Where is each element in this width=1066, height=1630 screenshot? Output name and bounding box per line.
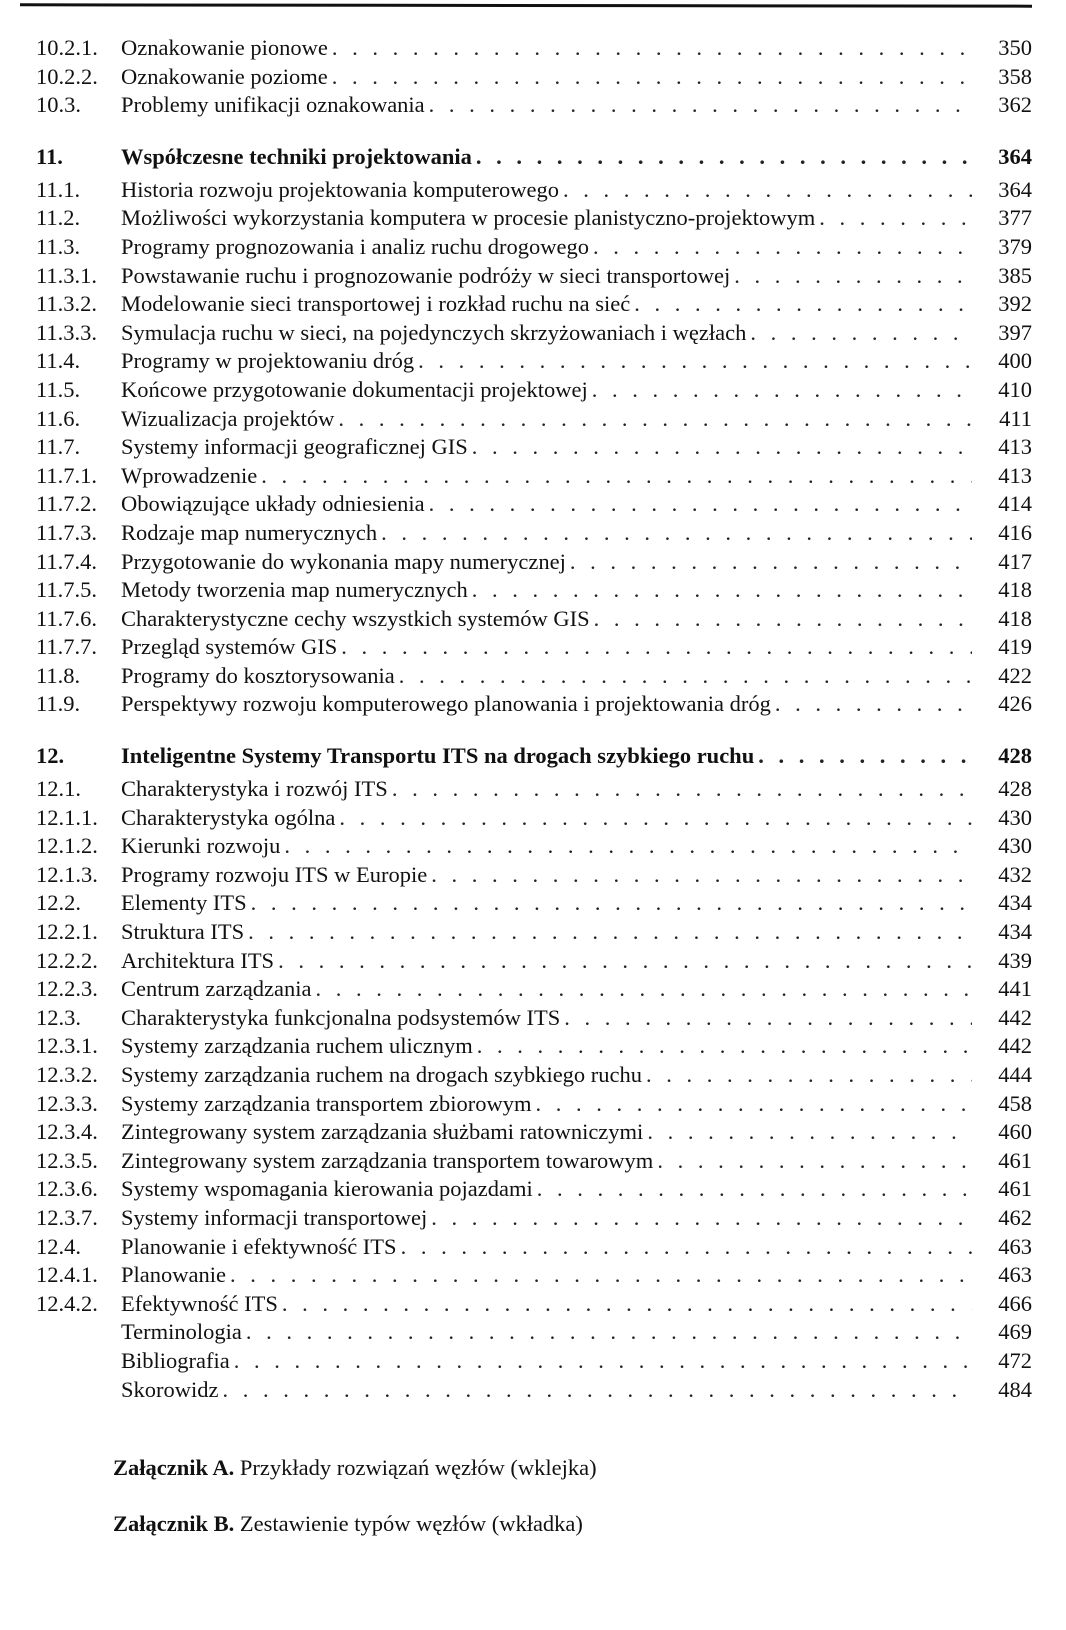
entry-title: Możliwości wykorzystania komputera w procesie planistyczno-projektowym — [121, 204, 819, 233]
entry-title: Rodzaje map numerycznych — [121, 519, 381, 548]
dot-leader — [234, 1347, 972, 1376]
toc-entry — [36, 804, 1032, 833]
entry-page-number: 461 — [972, 1175, 1032, 1204]
entry-page-number: 441 — [972, 975, 1032, 1004]
entry-page-number: 434 — [972, 889, 1032, 918]
entry-title: Charakterystyka i rozwój ITS — [121, 775, 392, 804]
toc-entry — [36, 1290, 1032, 1319]
entry-title: Programy do kosztorysowania — [121, 662, 399, 691]
dot-leader — [316, 975, 972, 1004]
entry-page-number: 411 — [972, 405, 1032, 434]
toc-entry — [36, 548, 1032, 577]
annex-b — [113, 1511, 583, 1537]
entry-number: 11.7.5. — [36, 577, 98, 603]
entry-page-number: 428 — [972, 775, 1032, 804]
toc-entry — [36, 775, 1032, 804]
entry-title: Systemy informacji geograficznej GIS — [121, 433, 472, 462]
dot-leader — [429, 490, 972, 519]
entry-number: 11.6. — [36, 405, 81, 431]
toc-chapter-entry — [36, 140, 1032, 174]
entry-number: 11.4. — [36, 348, 81, 374]
dot-leader — [392, 775, 972, 804]
entry-number: 12.1. — [36, 776, 81, 802]
entry-title: Systemy zarządzania ruchem na drogach szybkiego ruchu — [121, 1061, 646, 1090]
toc-entry — [36, 1004, 1032, 1033]
dot-leader — [537, 1175, 972, 1204]
entry-title: Programy rozwoju ITS w Europie — [121, 861, 431, 890]
dot-leader — [284, 832, 972, 861]
entry-number: 12. — [36, 743, 65, 769]
entry-page-number: 400 — [972, 347, 1032, 376]
dot-leader — [564, 1004, 972, 1033]
toc-entry — [36, 889, 1032, 918]
entry-title: Oznakowanie poziome — [121, 63, 332, 92]
entry-title: Systemy wspomagania kierowania pojazdami — [121, 1175, 537, 1204]
toc-entry — [36, 662, 1032, 691]
dot-leader — [570, 548, 972, 577]
toc-entry — [36, 433, 1032, 462]
entry-page-number: 463 — [972, 1261, 1032, 1290]
toc-entry — [36, 1032, 1032, 1061]
entry-title: Współczesne techniki projektowania — [121, 140, 476, 174]
entry-number: 12.3.5. — [36, 1147, 98, 1173]
dot-leader — [634, 290, 972, 319]
dot-leader — [775, 690, 972, 719]
entry-page-number: 377 — [972, 204, 1032, 233]
toc-entry — [36, 947, 1032, 976]
dot-leader — [338, 405, 972, 434]
dot-leader — [339, 804, 972, 833]
entry-page-number: 428 — [972, 739, 1032, 773]
entry-title: Inteligentne Systemy Transportu ITS na drogach szybkiego ruchu — [121, 739, 758, 773]
entry-title: Modelowanie sieci transportowej i rozkład ruchu na sieć — [121, 290, 634, 319]
toc-entry — [36, 319, 1032, 348]
entry-title: Bibliografia — [121, 1347, 234, 1376]
dot-leader — [476, 140, 972, 174]
dot-leader — [592, 376, 972, 405]
entry-number: 12.3.6. — [36, 1176, 98, 1202]
dot-leader — [418, 347, 972, 376]
entry-number: 11.2. — [36, 205, 81, 231]
entry-page-number: 430 — [972, 832, 1032, 861]
dot-leader — [647, 1118, 972, 1147]
entry-title: Przegląd systemów GIS — [121, 633, 341, 662]
dot-leader — [819, 204, 972, 233]
entry-number: 12.3.2. — [36, 1062, 98, 1087]
entry-number: 12.3.4. — [36, 1119, 98, 1145]
entry-number: 11.7.4. — [36, 548, 98, 574]
entry-number: 11.7.3. — [36, 519, 98, 545]
entry-page-number: 414 — [972, 490, 1032, 519]
toc-entry — [36, 1175, 1032, 1204]
entry-number: 12.4.2. — [36, 1290, 98, 1316]
dot-leader — [332, 63, 972, 92]
entry-number: 12.2.2. — [36, 947, 98, 973]
entry-title: Centrum zarządzania — [121, 975, 316, 1004]
toc-entry — [36, 633, 1032, 662]
entry-page-number: 418 — [972, 605, 1032, 634]
entry-page-number: 397 — [972, 319, 1032, 348]
entry-page-number: 419 — [972, 633, 1032, 662]
toc-entry — [36, 1061, 1032, 1090]
entry-page-number: 418 — [972, 576, 1032, 605]
entry-title: Terminologia — [121, 1318, 246, 1347]
entry-page-number: 466 — [972, 1290, 1032, 1319]
toc-entry — [36, 918, 1032, 947]
entry-number: 11.5. — [36, 376, 81, 402]
entry-number: 12.1.1. — [36, 804, 98, 830]
entry-title: Problemy unifikacji oznakowania — [121, 91, 429, 120]
toc-entry — [36, 861, 1032, 890]
entry-number: 12.4. — [36, 1233, 81, 1259]
toc-entry — [36, 405, 1032, 434]
entry-page-number: 463 — [972, 1233, 1032, 1262]
annex-b-label: Załącznik B. — [113, 1511, 235, 1536]
toc-entry — [36, 176, 1032, 205]
toc-entry — [36, 1376, 1032, 1405]
entry-page-number: 460 — [972, 1118, 1032, 1147]
entry-number: 10.2.1. — [36, 35, 98, 60]
entry-title: Programy prognozowania i analiz ruchu drogowego — [121, 233, 593, 262]
entry-number: 11.7.2. — [36, 491, 98, 517]
entry-page-number: 426 — [972, 690, 1032, 719]
entry-number: 11.7.7. — [36, 634, 98, 660]
entry-number: 11. — [36, 143, 63, 169]
entry-title: Metody tworzenia map numerycznych — [121, 576, 472, 605]
dot-leader — [472, 433, 972, 462]
entry-page-number: 442 — [972, 1032, 1032, 1061]
entry-title: Struktura ITS — [121, 918, 248, 947]
entry-page-number: 461 — [972, 1147, 1032, 1176]
toc-entry — [36, 233, 1032, 262]
entry-title: Końcowe przygotowanie dokumentacji projektowej — [121, 376, 592, 405]
toc-entry — [36, 34, 1032, 63]
dot-leader — [248, 918, 972, 947]
entry-page-number: 350 — [972, 34, 1032, 63]
entry-number: 11.8. — [36, 662, 81, 688]
toc-entry — [36, 1090, 1032, 1119]
entry-title: Wizualizacja projektów — [121, 405, 338, 434]
toc-entry — [36, 576, 1032, 605]
entry-page-number: 434 — [972, 918, 1032, 947]
entry-number: 12.3. — [36, 1004, 81, 1030]
entry-number: 12.4.1. — [36, 1262, 98, 1288]
toc-entry — [36, 1233, 1032, 1262]
entry-title: Historia rozwoju projektowania komputerowego — [121, 176, 563, 205]
dot-leader — [332, 34, 972, 63]
toc-entry — [36, 832, 1032, 861]
top-rule-divider — [20, 3, 1032, 7]
entry-page-number: 442 — [972, 1004, 1032, 1033]
entry-number: 12.1.3. — [36, 861, 98, 887]
entry-title: Wprowadzenie — [121, 462, 261, 491]
entry-number: 11.7.1. — [36, 462, 98, 488]
entry-title: Elementy ITS — [121, 889, 251, 918]
entry-title: Efektywność ITS — [121, 1290, 282, 1319]
entry-page-number: 392 — [972, 290, 1032, 319]
entry-page-number: 385 — [972, 262, 1032, 291]
entry-page-number: 358 — [972, 63, 1032, 92]
annex-a-label: Załącznik A. — [113, 1455, 235, 1480]
table-of-contents — [36, 34, 1032, 1404]
entry-page-number: 379 — [972, 233, 1032, 262]
dot-leader — [401, 1233, 972, 1262]
dot-leader — [593, 233, 972, 262]
entry-title: Zintegrowany system zarządzania transportem towarowym — [121, 1147, 657, 1176]
entry-page-number: 417 — [972, 548, 1032, 577]
entry-title: Charakterystyka ogólna — [121, 804, 339, 833]
annex-b-text: Zestawienie typów węzłów (wkładka) — [234, 1511, 583, 1536]
entry-title: Zintegrowany system zarządzania służbami ratowniczymi — [121, 1118, 647, 1147]
dot-leader — [278, 947, 972, 976]
entry-page-number: 444 — [972, 1061, 1032, 1090]
entry-number: 12.3.1. — [36, 1033, 98, 1059]
entry-page-number: 469 — [972, 1318, 1032, 1347]
entry-page-number: 410 — [972, 376, 1032, 405]
entry-page-number: 439 — [972, 947, 1032, 976]
toc-entry — [36, 63, 1032, 92]
dot-leader — [431, 1204, 972, 1233]
entry-page-number: 430 — [972, 804, 1032, 833]
entry-page-number: 416 — [972, 519, 1032, 548]
dot-leader — [750, 319, 972, 348]
toc-entry — [36, 91, 1032, 120]
toc-entry — [36, 490, 1032, 519]
dot-leader — [223, 1376, 973, 1405]
entry-title: Przygotowanie do wykonania mapy numerycznej — [121, 548, 570, 577]
entry-title: Charakterystyka funkcjonalna podsystemów ITS — [121, 1004, 564, 1033]
entry-title: Systemy informacji transportowej — [121, 1204, 431, 1233]
annex-a — [113, 1455, 597, 1481]
entry-page-number: 472 — [972, 1347, 1032, 1376]
dot-leader — [594, 605, 972, 634]
toc-entry — [36, 1147, 1032, 1176]
toc-entry — [36, 204, 1032, 233]
toc-entry — [36, 1347, 1032, 1376]
entry-number: 11.3. — [36, 233, 81, 259]
entry-number: 12.3.3. — [36, 1090, 98, 1116]
entry-title: Obowiązujące układy odniesienia — [121, 490, 429, 519]
toc-entry — [36, 1204, 1032, 1233]
toc-entry — [36, 462, 1032, 491]
dot-leader — [429, 91, 972, 120]
entry-page-number: 422 — [972, 662, 1032, 691]
entry-page-number: 462 — [972, 1204, 1032, 1233]
entry-title: Powstawanie ruchu i prognozowanie podróży w sieci transportowej — [121, 262, 734, 291]
entry-number: 11.7. — [36, 434, 81, 460]
entry-number: 12.3.7. — [36, 1204, 98, 1230]
entry-page-number: 484 — [972, 1376, 1032, 1405]
entry-page-number: 432 — [972, 861, 1032, 890]
entry-number: 11.3.3. — [36, 319, 98, 345]
entry-page-number: 362 — [972, 91, 1032, 120]
entry-title: Kierunki rozwoju — [121, 832, 284, 861]
dot-leader — [381, 519, 972, 548]
dot-leader — [251, 889, 972, 918]
dot-leader — [535, 1090, 972, 1119]
entry-number: 11.9. — [36, 691, 81, 717]
entry-title: Perspektywy rozwoju komputerowego planowania i projektowania dróg — [121, 690, 775, 719]
dot-leader — [472, 576, 972, 605]
entry-title: Charakterystyczne cechy wszystkich systemów GIS — [121, 605, 594, 634]
entry-number: 11.3.1. — [36, 262, 98, 288]
entry-number: 11.7.6. — [36, 605, 98, 631]
toc-entry — [36, 262, 1032, 291]
entry-number: 11.3.2. — [36, 291, 98, 317]
dot-leader — [261, 462, 972, 491]
entry-title: Planowanie i efektywność ITS — [121, 1233, 401, 1262]
entry-number: 12.2.3. — [36, 976, 98, 1002]
toc-entry — [36, 519, 1032, 548]
toc-entry — [36, 290, 1032, 319]
dot-leader — [758, 739, 972, 773]
dot-leader — [646, 1061, 972, 1090]
dot-leader — [431, 861, 972, 890]
toc-entry — [36, 605, 1032, 634]
dot-leader — [230, 1261, 972, 1290]
entry-number: 10.3. — [36, 92, 81, 118]
toc-entry — [36, 376, 1032, 405]
dot-leader — [399, 662, 972, 691]
dot-leader — [657, 1147, 972, 1176]
entry-title: Architektura ITS — [121, 947, 278, 976]
entry-page-number: 364 — [972, 176, 1032, 205]
dot-leader — [282, 1290, 972, 1319]
entry-title: Planowanie — [121, 1261, 230, 1290]
toc-entry — [36, 690, 1032, 719]
dot-leader — [341, 633, 972, 662]
toc-entry — [36, 1118, 1032, 1147]
entry-number: 10.2.2. — [36, 63, 98, 89]
entry-page-number: 364 — [972, 140, 1032, 174]
entry-page-number: 458 — [972, 1090, 1032, 1119]
toc-entry — [36, 347, 1032, 376]
entry-title: Oznakowanie pionowe — [121, 34, 332, 63]
entry-title: Programy w projektowaniu dróg — [121, 347, 418, 376]
entry-page-number: 413 — [972, 433, 1032, 462]
entry-number: 11.1. — [36, 176, 81, 202]
entry-title: Skorowidz — [121, 1376, 223, 1405]
entry-title: Systemy zarządzania ruchem ulicznym — [121, 1032, 477, 1061]
dot-leader — [563, 176, 972, 205]
toc-entry — [36, 975, 1032, 1004]
entry-page-number: 413 — [972, 462, 1032, 491]
entry-number: 12.2. — [36, 890, 81, 916]
entry-number: 12.2.1. — [36, 919, 98, 945]
toc-entry — [36, 1261, 1032, 1290]
dot-leader — [246, 1318, 972, 1347]
entry-title: Symulacja ruchu w sieci, na pojedynczych skrzyżowaniach i węzłach — [121, 319, 750, 348]
entry-number: 12.1.2. — [36, 833, 98, 859]
annex-a-text: Przykłady rozwiązań węzłów (wklejka) — [234, 1455, 597, 1480]
toc-entry — [36, 1318, 1032, 1347]
dot-leader — [477, 1032, 972, 1061]
toc-chapter-entry — [36, 739, 1032, 773]
entry-title: Systemy zarządzania transportem zbiorowym — [121, 1090, 535, 1119]
dot-leader — [734, 262, 972, 291]
